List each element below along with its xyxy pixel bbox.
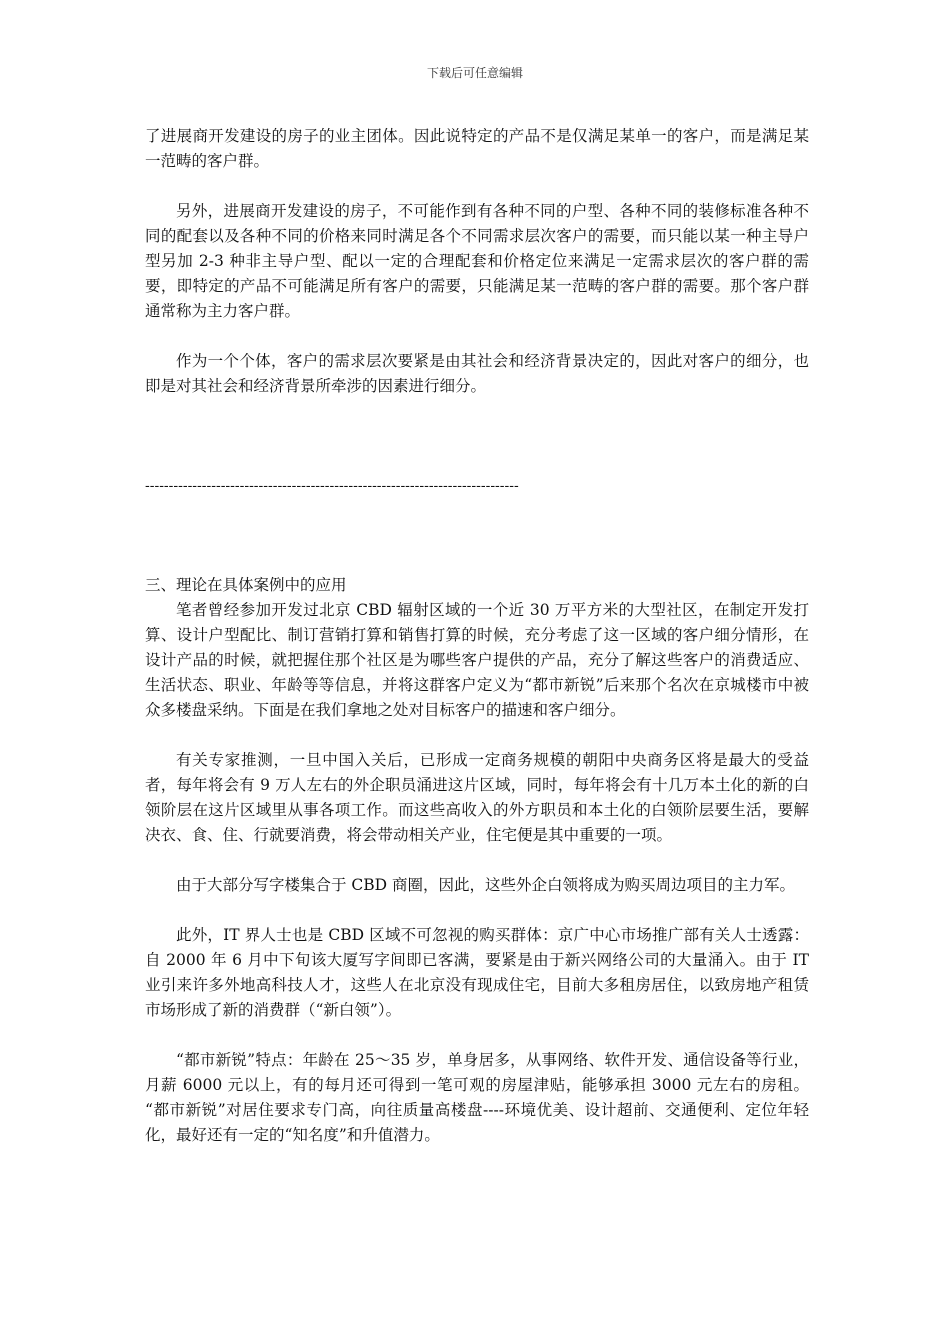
paragraph: 作为一个个体，客户的需求层次要紧是由其社会和经济背景决定的，因此对客户的细分，也即是对其社会和经济背景所牵涉的因素进行细分。 <box>145 352 809 395</box>
divider-line: ------------------------------------------------------------------------------- <box>145 478 519 494</box>
page-header: 下载后可任意编辑 <box>426 66 523 80</box>
section-heading: 三、理论在具体案例中的应用 <box>145 576 347 594</box>
paragraph: 笔者曾经参加开发过北京 CBD 辐射区域的一个近 30 万平方米的大型社区，在制定开发打算、设计户型配比、制订营销打算和销售打算的时候，充分考虑了这一区域的客户细分情形，在设计产品的时候，就把握住那个社区是为哪些客户提供的产品，充分了解这些客户的消费适应、生活状态、职业、年龄等等信息，并将这群客户定义为“都市新锐”后来那个名次在京城楼市中被众多楼盘采纳。下面是在我们拿地之处对目标客户的描速和客户细分。 <box>145 601 809 719</box>
paragraph: 由于大部分写字楼集合于 CBD 商圈，因此，这些外企白领将成为购买周边项目的主力军。 <box>176 876 796 894</box>
paragraph: 此外，IT 界人士也是 CBD 区域不可忽视的购买群体：京广中心市场推广部有关人士透露：自 2000 年 6 月中下旬该大厦写字间即已客满，要紧是由于新兴网络公司的大量涌入。由于 IT 业引来许多外地高科技人才，这些人在北京没有现成住宅，目前大多租房居住，以致房地产租赁市场形成了新的消费群（“新白领”）。 <box>145 926 809 1019</box>
paragraph: 有关专家推测，一旦中国入关后，已形成一定商务规模的朝阳中央商务区将是最大的受益者，每年将会有 9 万人左右的外企职员涌进这片区域，同时，每年将会有十几万本土化的新的白领阶层在这片区域里从事各项工作。而这些高收入的外方职员和本土化的白领阶层要生活，要解决衣、食、住、行就要消费，将会带动相关产业，住宅便是其中重要的一项。 <box>145 751 809 844</box>
paragraph: “都市新锐”特点：年龄在 25～35 岁，单身居多，从事网络、软件开发、通信设备等行业，月薪 6000 元以上，有的每月还可得到一笔可观的房屋津贴，能够承担 3000 元左右的房租。 “都市新锐”对居住要求专门高，向往质量高楼盘----环境优美、设计超前、交通便利、定位年轻化，最好还有一定的“知名度”和升值潜力。 <box>145 1051 809 1144</box>
paragraph: 了进展商开发建设的房子的业主团体。因此说特定的产品不是仅满足某单一的客户，而是满足某一范畴的客户群。 <box>145 127 809 170</box>
paragraph: 另外，进展商开发建设的房子，不可能作到有各种不同的户型、各种不同的装修标准各种不同的配套以及各种不同的价格来同时满足各个不同需求层次客户的需要，而只能以某一种主导户型另加 2-3 种非主导户型、配以一定的合理配套和价格定位来满足一定需求层次的客户群的需要，即特定的产品不可能满足所有客户的需要，只能满足某一范畴的客户群的需要。那个客户群通常称为主力客户群。 <box>145 202 809 320</box>
section-three <box>145 573 809 1148</box>
top-section <box>145 124 809 399</box>
